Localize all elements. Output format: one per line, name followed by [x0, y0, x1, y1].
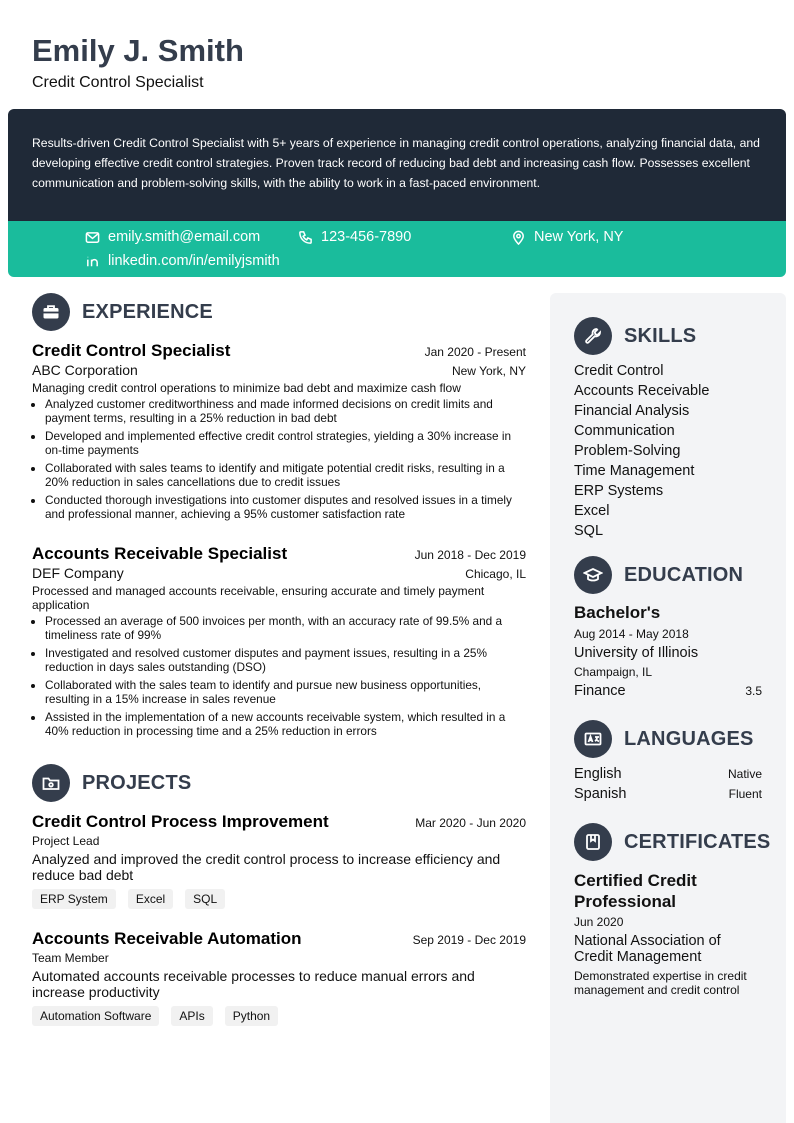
job-title: Credit Control Specialist	[32, 341, 231, 360]
bullet-item: • Conducted thorough investigations into customer disputes and resolved issues in a timely and professional manner, achieving a 95% customer satisfaction rate	[45, 493, 526, 521]
candidate-title: Credit Control Specialist	[32, 74, 204, 91]
project-title: Accounts Receivable Automation	[32, 929, 302, 948]
tag: ERP System	[32, 889, 116, 909]
tag: Excel	[128, 889, 173, 909]
project-title: Credit Control Process Improvement	[32, 812, 329, 831]
school-name: University of Illinois	[574, 645, 699, 661]
briefcase-icon	[32, 293, 70, 331]
field-of-study: Finance	[574, 683, 626, 699]
certificate-description: Demonstrated expertise in credit management and credit control	[574, 969, 747, 997]
tag: APIs	[171, 1006, 212, 1026]
resume-header	[32, 32, 244, 92]
certificates-title: CERTIFICATES	[624, 830, 771, 853]
bullet-item: • Collaborated with sales teams to identify and mitigate potential credit risks, resulting in a 20% reduction in sales cancellations due to credit issues	[45, 461, 526, 489]
skill-item: Accounts Receivable	[574, 383, 710, 399]
phone-text: 123-456-7890	[321, 229, 412, 245]
tag: SQL	[185, 889, 225, 909]
gpa: 3.5	[745, 684, 762, 698]
language-level: Native	[727, 767, 762, 781]
experience-title: EXPERIENCE	[82, 300, 213, 323]
contact-linkedin[interactable]	[85, 253, 280, 269]
candidate-name: Emily J. Smith	[32, 33, 244, 68]
skills-title: SKILLS	[624, 324, 697, 347]
certificates-heading	[574, 823, 770, 861]
summary-text: Results-driven Credit Control Specialist with 5+ years of experience in managing credit control operations, analyzing financial data, and developing effective credit control strategies. Proven track record of reducing bad debt and increasing cash flow. Possesses excellent communication and problem-solving skills, with the ability to work in a fast-paced environment.	[32, 136, 760, 190]
experience-entry	[32, 341, 526, 525]
languages-title: LANGUAGES	[624, 727, 754, 750]
skill-item: ERP Systems	[574, 483, 664, 499]
skill-item: Communication	[574, 423, 675, 439]
bullet-item: • Developed and implemented effective credit control strategies, yielding a 30% increase in on-time payments	[45, 429, 526, 457]
education-title: EDUCATION	[624, 563, 744, 586]
project-entry	[32, 812, 526, 909]
graduation-cap-icon	[574, 556, 612, 594]
skill-item: Financial Analysis	[574, 403, 690, 419]
projects-title: PROJECTS	[82, 771, 192, 794]
linkedin-text: linkedin.com/in/emilyjsmith	[108, 253, 280, 269]
bullet-item: • Analyzed customer creditworthiness and made informed decisions on credit limits and payment terms, resulting in a 25% reduction in bad debt	[45, 397, 526, 425]
job-bullets	[32, 614, 526, 738]
skill-item: Problem-Solving	[574, 443, 681, 459]
skill-item: Time Management	[574, 463, 695, 479]
location-text: New York, NY	[534, 229, 624, 245]
language-row	[574, 766, 762, 782]
linkedin-icon	[85, 254, 100, 269]
tag: Automation Software	[32, 1006, 159, 1026]
project-role: Team Member	[32, 951, 109, 965]
company-name: ABC Corporation	[32, 362, 138, 378]
contact-phone[interactable]	[298, 229, 411, 245]
bullet-item: • Assisted in the implementation of a new accounts receivable system, which resulted in a 40% reduction in processing time and a 25% reduction in errors	[45, 710, 526, 738]
skills-heading	[574, 317, 696, 355]
project-role: Project Lead	[32, 834, 100, 848]
bullet-item: • Investigated and resolved customer disputes and payment issues, resulting in a 25% reduction in days sales outstanding (DSO)	[45, 646, 526, 674]
wrench-icon	[574, 317, 612, 355]
projects-heading	[32, 764, 191, 802]
job-location: New York, NY	[451, 364, 526, 378]
job-location: Chicago, IL	[465, 567, 526, 581]
contact-email[interactable]	[85, 229, 260, 245]
contact-location	[511, 229, 623, 245]
project-entry	[32, 929, 526, 1026]
contact-bar	[8, 221, 786, 277]
job-dates: Jan 2020 - Present	[424, 345, 526, 359]
job-description: Processed and managed accounts receivable, ensuring accurate and timely payment application	[32, 584, 485, 612]
folder-icon	[32, 764, 70, 802]
project-description: Analyzed and improved the credit control process to increase efficiency and reduce bad debt	[32, 851, 501, 883]
project-tags	[32, 1006, 526, 1026]
phone-icon	[298, 230, 313, 245]
job-bullets	[32, 397, 526, 521]
map-pin-icon	[511, 230, 526, 245]
language-name: Spanish	[574, 786, 627, 802]
skill-item: Excel	[574, 503, 610, 519]
job-description: Managing credit control operations to minimize bad debt and maximize cash flow	[32, 381, 461, 395]
tag: Python	[225, 1006, 278, 1026]
project-dates: Mar 2020 - Jun 2020	[415, 816, 526, 830]
field-row	[574, 683, 762, 699]
project-dates: Sep 2019 - Dec 2019	[412, 933, 526, 947]
mail-icon	[85, 230, 100, 245]
certificate-date: Jun 2020	[574, 915, 624, 929]
skill-item: Credit Control	[574, 363, 664, 379]
education-heading	[574, 556, 743, 594]
certificate-title: Certified Credit Professional	[574, 871, 697, 911]
project-tags	[32, 889, 526, 909]
email-text: emily.smith@email.com	[108, 229, 261, 245]
school-location: Champaign, IL	[574, 665, 653, 679]
certificate-issuer: National Association of Credit Management	[574, 933, 721, 965]
bullet-item: • Processed an average of 500 invoices per month, with an accuracy rate of 99.5% and a timeliness rate of 99%	[45, 614, 526, 642]
languages-heading	[574, 720, 754, 758]
job-title: Accounts Receivable Specialist	[32, 544, 288, 563]
degree: Bachelor's	[574, 603, 661, 622]
experience-heading	[32, 293, 213, 331]
language-row	[574, 786, 762, 802]
project-description: Automated accounts receivable processes to reduce manual errors and increase productivity	[32, 968, 475, 1000]
skill-item: SQL	[574, 523, 604, 539]
company-name: DEF Company	[32, 565, 124, 581]
language-name: English	[574, 766, 622, 782]
education-dates: Aug 2014 - May 2018	[574, 627, 689, 641]
summary-panel	[8, 109, 786, 221]
translate-icon	[574, 720, 612, 758]
language-level: Fluent	[728, 787, 762, 801]
experience-entry	[32, 544, 526, 742]
bullet-item: • Collaborated with the sales team to identify and pursue new business opportunities, resulting in a 15% increase in sales revenue	[45, 678, 526, 706]
job-dates: Jun 2018 - Dec 2019	[414, 548, 526, 562]
certificate-icon	[574, 823, 612, 861]
